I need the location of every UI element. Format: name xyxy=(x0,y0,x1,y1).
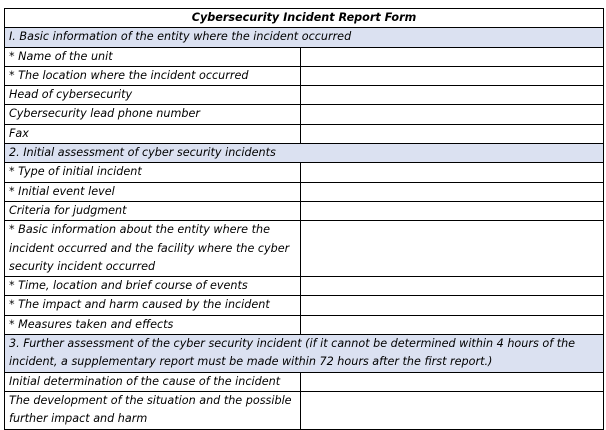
field-label: * The location where the incident occurred xyxy=(5,66,301,85)
field-value-cell[interactable] xyxy=(301,182,604,201)
table-row xyxy=(5,86,604,105)
form-title: Cybersecurity Incident Report Form xyxy=(5,9,604,28)
table-row xyxy=(5,47,604,66)
table-row xyxy=(5,201,604,220)
incident-report-table xyxy=(4,8,604,430)
section-1-heading: I. Basic information of the entity where the incident occurred xyxy=(5,28,604,47)
field-value-cell[interactable] xyxy=(301,47,604,66)
table-row xyxy=(5,221,604,277)
table-row xyxy=(5,66,604,85)
field-value-cell[interactable] xyxy=(301,124,604,143)
table-row xyxy=(5,124,604,143)
section-heading-row xyxy=(5,144,604,163)
field-value-cell[interactable] xyxy=(301,105,604,124)
field-value-cell[interactable] xyxy=(301,163,604,182)
field-label: Head of cybersecurity xyxy=(5,86,301,105)
table-row xyxy=(5,105,604,124)
field-label: Criteria for judgment xyxy=(5,201,301,220)
table-row xyxy=(5,182,604,201)
title-row xyxy=(5,9,604,28)
field-label: Cybersecurity lead phone number xyxy=(5,105,301,124)
field-label: * The impact and harm caused by the incident xyxy=(5,296,301,315)
table-row xyxy=(5,315,604,334)
field-label: * Type of initial incident xyxy=(5,163,301,182)
field-value-cell[interactable] xyxy=(301,372,604,391)
section-3-heading: 3. Further assessment of the cyber security incident (if it cannot be determined within 4 hours of the incident, a supplementary report must be made within 72 hours after the first report.) xyxy=(5,335,604,373)
section-2-heading: 2. Initial assessment of cyber security incidents xyxy=(5,144,604,163)
table-row xyxy=(5,277,604,296)
table-row xyxy=(5,163,604,182)
table-row xyxy=(5,372,604,391)
field-label: Fax xyxy=(5,124,301,143)
field-value-cell[interactable] xyxy=(301,66,604,85)
field-label: The development of the situation and the possible further impact and harm xyxy=(5,391,301,429)
section-heading-row xyxy=(5,28,604,47)
table-row xyxy=(5,296,604,315)
section-heading-row xyxy=(5,335,604,373)
field-value-cell[interactable] xyxy=(301,221,604,277)
field-label: * Measures taken and effects xyxy=(5,315,301,334)
table-row xyxy=(5,391,604,429)
field-label: * Initial event level xyxy=(5,182,301,201)
report-form-container xyxy=(4,8,603,430)
field-value-cell[interactable] xyxy=(301,277,604,296)
field-value-cell[interactable] xyxy=(301,296,604,315)
field-label: * Basic information about the entity where the incident occurred and the facility where the cyber security incident occurred xyxy=(5,221,301,277)
field-value-cell[interactable] xyxy=(301,86,604,105)
field-value-cell[interactable] xyxy=(301,315,604,334)
field-value-cell[interactable] xyxy=(301,201,604,220)
field-value-cell[interactable] xyxy=(301,391,604,429)
field-label: * Time, location and brief course of events xyxy=(5,277,301,296)
field-label: * Name of the unit xyxy=(5,47,301,66)
field-label: Initial determination of the cause of the incident xyxy=(5,372,301,391)
